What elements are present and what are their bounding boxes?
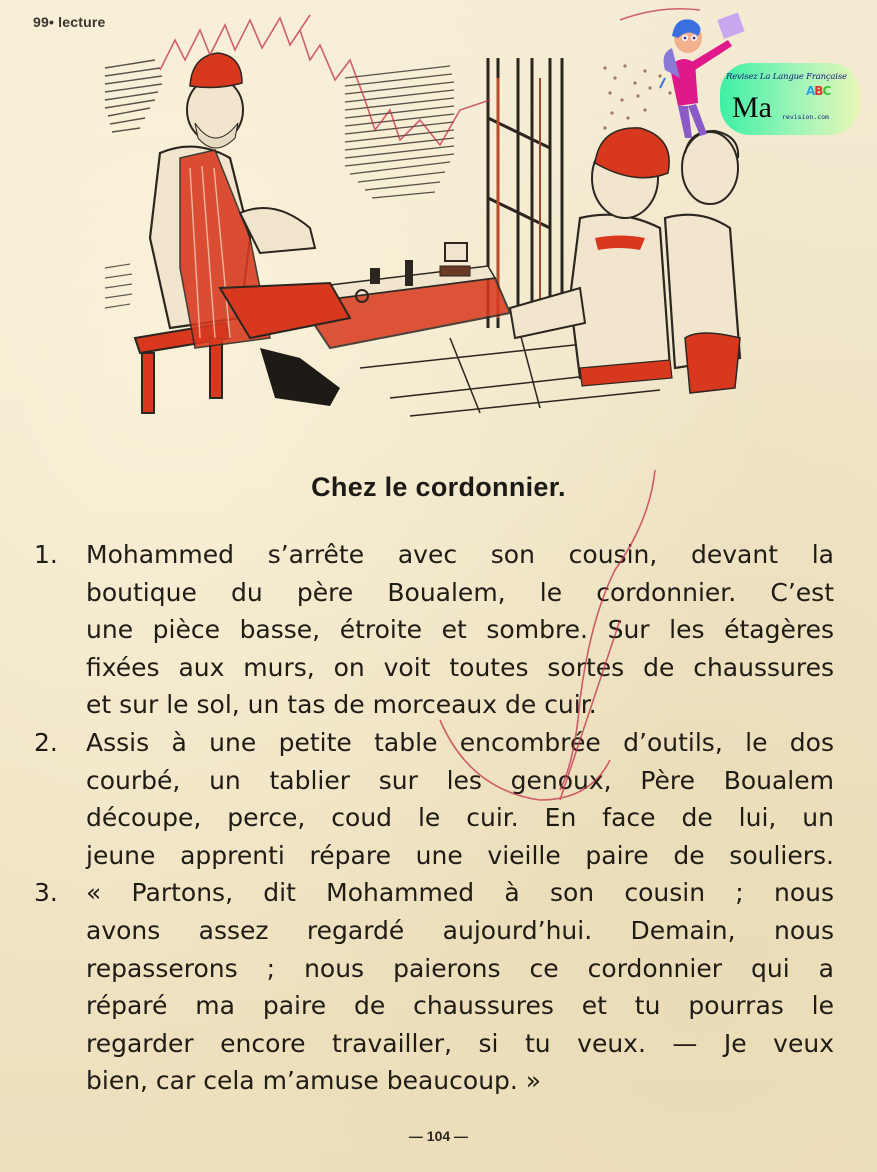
running-head: 99• lecture (33, 14, 106, 30)
text-line: réparé ma paire de chaussures et tu pourras le (86, 991, 834, 1021)
text-line: bien, car cela m’amuse beaucoup. » (86, 1066, 542, 1096)
abc-icon (806, 84, 830, 98)
logo-brand: Ma (732, 91, 772, 124)
text-line: jeune apprenti répare une vieille paire de souliers. (86, 840, 834, 870)
text-line: une pièce basse, étroite et sombre. Sur les étagères (86, 615, 834, 645)
paragraph-2 (34, 724, 834, 874)
paragraph-1 (34, 536, 834, 724)
text-line: boutique du père Boualem, le cordonnier. C’est (86, 577, 834, 607)
text-line: courbé, un tablier sur les genoux, Père Boualem (86, 765, 834, 795)
logo-tagline: Revisez La Langue Française (726, 72, 847, 82)
lesson-title: Chez le cordonnier. (311, 472, 566, 502)
text-line: avons assez regardé aujourd’hui. Demain, nous (86, 915, 834, 945)
text-line: et sur le sol, un tas de morceaux de cuir. (86, 690, 597, 720)
text-line: Mohammed s’arrête avec son cousin, devant la (86, 540, 834, 569)
text-line: Assis à une petite table encombrée d’outils, le dos (86, 727, 834, 757)
text-line: regarder encore travailler, si tu veux. — Je veux (86, 1028, 834, 1058)
logo-abc-a: A (806, 84, 815, 98)
text-line: « Partons, dit Mohammed à son cousin ; nous (86, 878, 834, 908)
text-line: fixées aux murs, on voit toutes sortes de chaussures (86, 652, 834, 682)
logo-site: revision.com (782, 113, 829, 121)
logo-abc-b: B (814, 84, 823, 98)
lesson-body (34, 536, 834, 1100)
paragraph-number: 3. (34, 878, 58, 908)
paragraph-number: 1. (34, 540, 58, 569)
logo-abc-c: C (822, 84, 831, 98)
site-logo-watermark (650, 8, 865, 148)
paragraph-3 (34, 874, 834, 1100)
paragraph-number: 2. (34, 727, 58, 757)
text-line: repasserons ; nous paierons ce cordonnier qui a (86, 953, 834, 983)
text-line: découpe, perce, coud le cuir. En face de lui, un (86, 803, 834, 833)
page-number: — 104 — (408, 1128, 469, 1144)
